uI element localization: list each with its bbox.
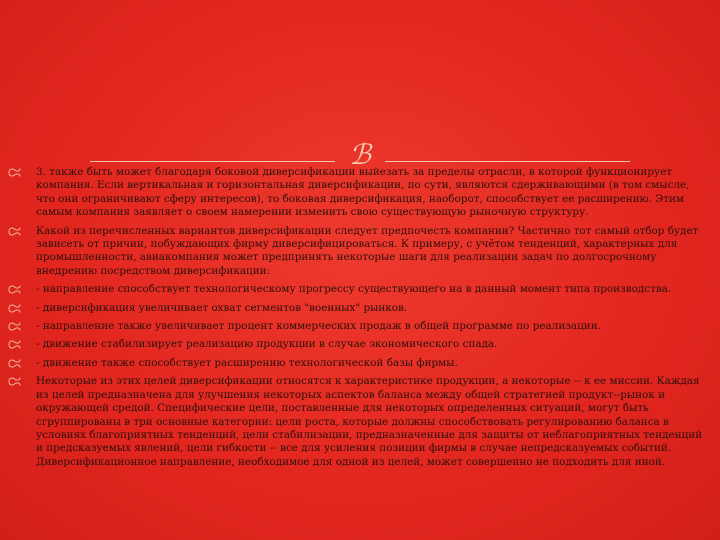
paragraph-text: - диверсификация увеличивает охват сегментов "военных" рынков. [36, 301, 408, 314]
bullet-icon [8, 303, 21, 314]
paragraph-text: Некоторые из этих целей диверсификации относятся к характеристике продукции, а некоторые -- к ее миссии. Каждая из целей предназначена для улучшения некоторых аспектов баланса между общей стратегией продукт--рынок и окружающей средой. Специфические цели, поставленные для некоторых определенных ситуаций, могут быть сгруппированы в три основные категории: цели роста, которые должны способствовать регулированию баланса в условиях благоприятных тенденций, цели стабилизации, предназначенные для защиты от неблагоприятных тенденций и предсказуемых явлений, цели гибкости -- все для усиления позиции фирмы в случае непредсказуемых событий. Диверсификационное направление, необходимое для одной из целей, может совершенно не подходить для иной. [36, 375, 703, 468]
list-item [8, 320, 708, 333]
ornament-icon: ℬ [348, 138, 371, 171]
paragraph-text: - движение также способствует расширению технологической базы фирмы. [36, 356, 458, 369]
bullet-icon [8, 167, 21, 178]
body-content [8, 166, 708, 474]
paragraph-text: Какой из перечисленных вариантов диверсификации следует предпочесть компании? Частично тот самый отбор будет зависеть от причин, побуждающих фирму диверсифицироваться. К примеру, с учётом тенденций, характерных для промышленности, авиакомпания может предпринять некоторые шаги для реализации задач по долгосрочному внедрению посредством диверсификации: [36, 224, 699, 277]
divider-line-left [90, 161, 335, 162]
bullet-icon [8, 339, 21, 350]
paragraph-text: 3. также быть может благодаря боковой диверсификации выйезать за пределы отрасли, в которой функционирует компания. Если вертикальная и горизонтальная диверсификации, по сути, являются сдерживающими (в том смысле, что они ограничивают сферу интересов), то боковая диверсификация, наоборот, способствует ее расширению. Этим самым компания заявляет о своем намерении изменить свою существующую рыночную структуру. [36, 166, 690, 219]
list-item [8, 357, 708, 370]
bullet-icon [8, 226, 21, 237]
list-item [8, 302, 708, 315]
list-item [8, 166, 708, 220]
paragraph-text: - направление способствует технологическому прогрессу существующего на в данный момент типа производства. [36, 283, 672, 296]
bullet-icon [8, 358, 21, 369]
paragraph-text: - направление также увеличивает процент коммерческих продаж в общей программе по реализации. [36, 320, 601, 333]
list-item [8, 338, 708, 351]
bullet-icon [8, 376, 21, 387]
list-item [8, 375, 708, 469]
paragraph-text: - движение стабилизирует реализацию продукции в случае экономического спада. [36, 338, 498, 351]
divider-line-right [385, 161, 630, 162]
bullet-icon [8, 321, 21, 332]
bullet-icon [8, 284, 21, 295]
list-item [8, 225, 708, 279]
list-item [8, 283, 708, 296]
